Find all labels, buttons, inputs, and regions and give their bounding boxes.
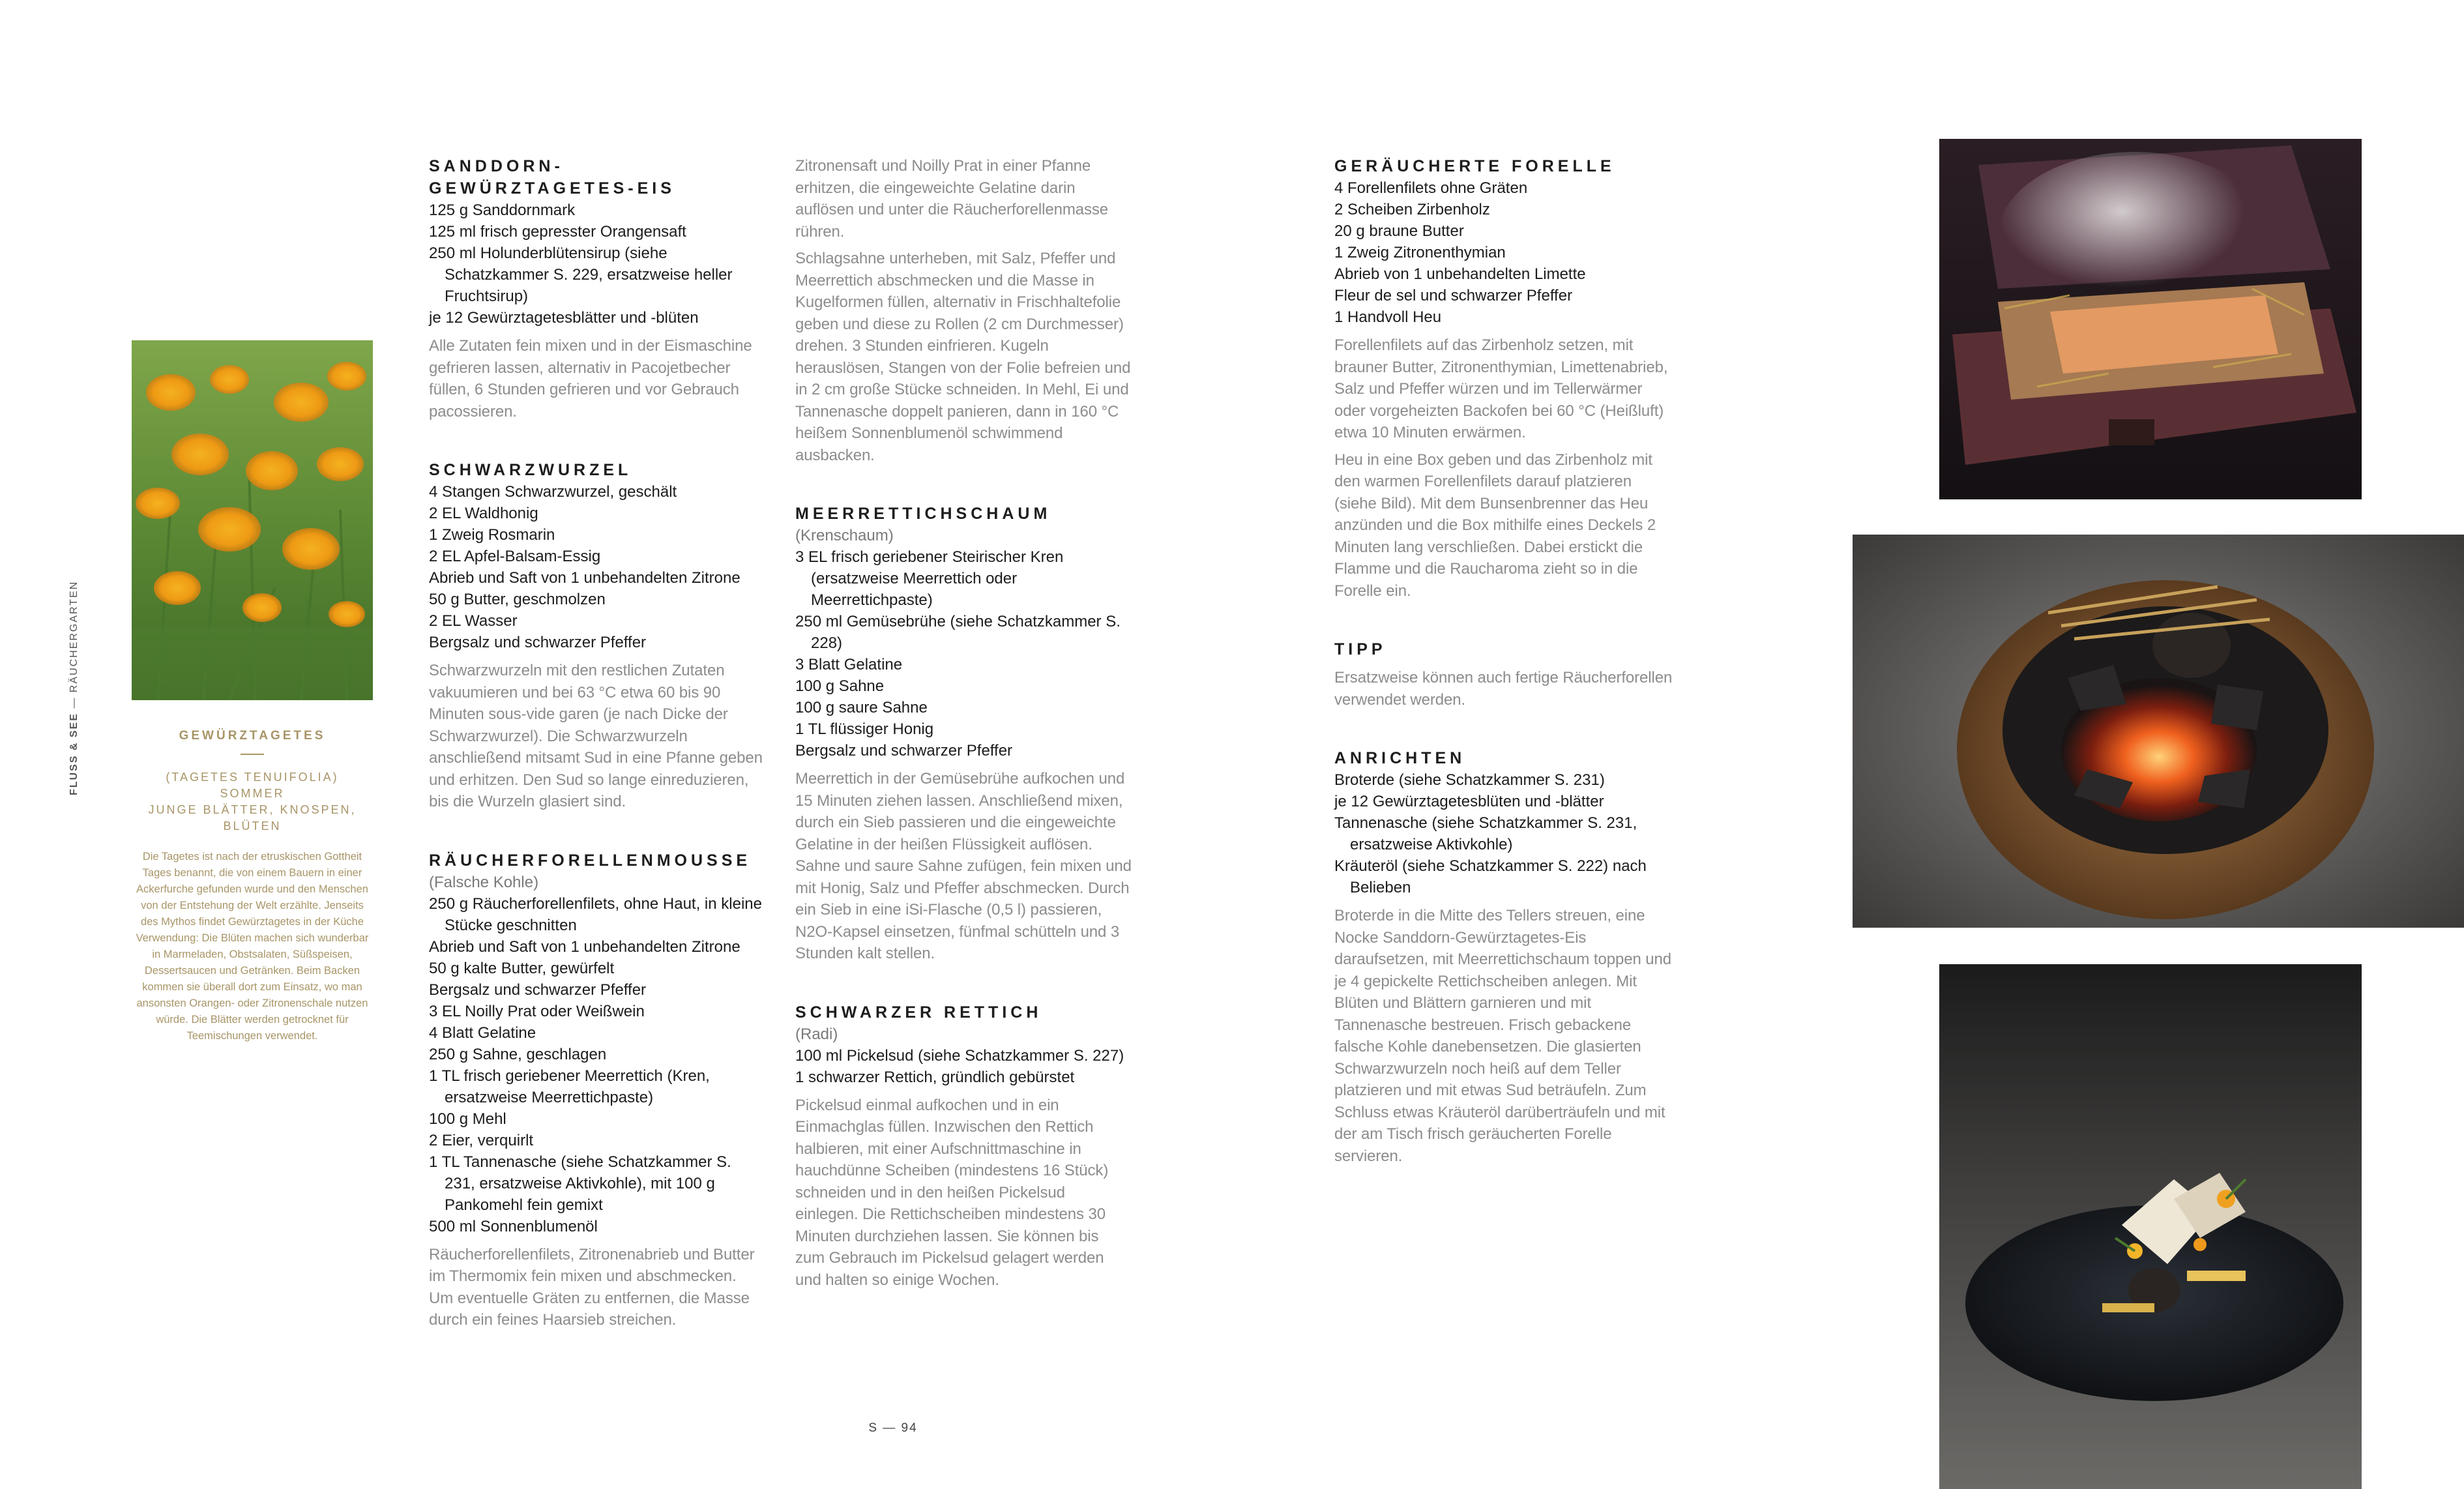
ingredient-item: 500 ml Sonnenblumenöl bbox=[429, 1217, 598, 1235]
ingredient-item: 1 Handvoll Heu bbox=[1334, 308, 1442, 326]
section-title: GERÄUCHERTE FORELLE bbox=[1334, 157, 1615, 175]
marigold-photo bbox=[132, 340, 373, 700]
section-schwarzer-rettich bbox=[795, 1001, 1132, 1291]
vertical-label-section: FLUSS & SEE bbox=[68, 713, 80, 795]
ingredient-item: 1 TL frisch geriebener Meerrettich (Kren, ersatzweise Meerrettichpaste) bbox=[429, 1067, 710, 1106]
section-subtitle: (Krenschaum) bbox=[795, 527, 894, 544]
ingredient-item: 3 Blatt Gelatine bbox=[795, 656, 903, 673]
plant-info bbox=[132, 729, 373, 1044]
ingredient-list bbox=[1334, 769, 1673, 898]
section-anrichten bbox=[1334, 747, 1673, 1167]
instructions: Meerrettich in der Gemüsebrühe aufkochen und 15 Minuten ziehen lassen. Anschließend mixen, durch ein Sieb passieren und die eingeweichte Gelatine in der heißen Flüssigkeit auflösen. Sahne und saure Sahne zufügen, fein mixen und mit Honig, Salz und Pfeffer abschmecken. Durch ein Sieb in eine iSi-Flasche (0,5 l) passieren, N2O-Kapsel einsetzen, fünfmal schütteln und 3 Stunden kalt stellen. bbox=[795, 770, 1132, 962]
ingredient-item: je 12 Gewürztagetesblätter und -blüten bbox=[429, 309, 699, 327]
instructions: Forellenfilets auf das Zirbenholz setzen, mit brauner Butter, Zitronenthymian, Limettenabrieb, Salz und Pfeffer würzen und im Tellerwärmer oder vorgeheizten Backofen bei 60 °C (Heißluft) etwa 10 Minuten erwärmen. bbox=[1334, 336, 1668, 441]
ingredient-item: 100 g Mehl bbox=[429, 1110, 506, 1128]
ingredient-item: 1 schwarzer Rettich, gründlich gebürstet bbox=[795, 1068, 1075, 1086]
vertical-label-topic: RÄUCHERGARTEN bbox=[68, 580, 80, 693]
section-subtitle: (Radi) bbox=[795, 1025, 838, 1043]
marigold-image bbox=[132, 340, 373, 700]
column-1 bbox=[429, 155, 763, 1368]
section-geraeucherte-forelle bbox=[1334, 155, 1673, 602]
instructions: Zitronensaft und Noilly Prat in einer Pfanne erhitzen, die eingeweichte Gelatine darin auflösen und unter die Räucherforellenmasse rühren. bbox=[795, 157, 1109, 241]
instructions: Schwarzwurzeln mit den restlichen Zutaten vakuumieren und bei 63 °C etwa 60 bis 90 Minuten sous-vide garen (je nach Dicke der Schwarzwurzel). Die Schwarzwurzeln anschließend mitsamt Sud in eine Pfanne geben und erhitzen. Den Sud so lange einreduzieren, bis die Wurzeln glasiert sind. bbox=[429, 662, 763, 810]
plant-latin: (TAGETES TENUIFOLIA) bbox=[166, 771, 339, 784]
ingredient-list bbox=[795, 546, 1132, 761]
ingredient-list bbox=[429, 199, 763, 329]
instructions: Pickelsud einmal aufkochen und in ein Einmachglas füllen. Inzwischen den Rettich halbieren, mit einer Aufschnittmaschine in hauchdünne Scheiben (mindestens 16 Stück) schneiden und in den heißen Pickelsud einlegen. Die Rettichscheiben mindestens 30 Minuten durchziehen lassen. Sie können bis zum Gebrauch im Pickelsud gelagert werden und halten so einige Wochen. bbox=[795, 1096, 1109, 1289]
ingredient-list bbox=[429, 893, 763, 1237]
section-meerrettichschaum bbox=[795, 503, 1132, 965]
section-sanddorn-eis bbox=[429, 155, 763, 422]
ingredient-item: Abrieb und Saft von 1 unbehandelten Zitrone bbox=[429, 569, 741, 587]
ingredient-item: 125 g Sanddornmark bbox=[429, 201, 576, 219]
instructions: Broterde in die Mitte des Tellers streuen, eine Nocke Sanddorn-Gewürztagetes-Eis daraufsetzen, mit Meerrettichschaum toppen und je 4 gepickelte Rettichscheiben anlegen. Mit Blüten und Blättern garnieren und mit Tannenasche bestreuen. Frisch gebackene falsche Kohle danebensetzen. Die glasierten Schwarzwurzeln noch heiß auf dem Teller platzieren und mit etwas Sud beträufeln. Zum Schluss etwas Kräuteröl darüberträufeln und mit der am Tisch frisch geräucherten Forelle servieren. bbox=[1334, 907, 1672, 1165]
instructions: Ersatzweise können auch fertige Räucherforellen verwendet werden. bbox=[1334, 669, 1673, 709]
ingredient-item: 125 ml frisch gepresster Orangensaft bbox=[429, 223, 686, 241]
column-2 bbox=[795, 155, 1132, 1327]
ingredient-item: 4 Forellenfilets ohne Gräten bbox=[1334, 179, 1528, 197]
ingredient-list bbox=[429, 481, 763, 653]
section-title: MEERRETTICHSCHAUM bbox=[795, 505, 1051, 523]
plant-divider bbox=[241, 754, 264, 755]
ingredient-item: 2 EL Waldhonig bbox=[429, 505, 538, 522]
ingredient-item: Kräuteröl (siehe Schatzkammer S. 222) nach Belieben bbox=[1334, 857, 1647, 896]
ingredient-item: 4 Blatt Gelatine bbox=[429, 1024, 536, 1042]
section-title: SCHWARZER RETTICH bbox=[795, 1003, 1042, 1022]
instructions: Heu in eine Box geben und das Zirbenholz mit den warmen Forellenfilets darauf platzieren (siehe Bild). Mit dem Bunsenbrenner das Heu anzünden und die Box mithilfe eines Deckels 2 Minuten lang verschließen. Dabei erstickt die Flamme und die Raucharoma zieht so in die Forelle ein. bbox=[1334, 450, 1656, 600]
vertical-section-label bbox=[68, 580, 83, 795]
plant-text: Die Tagetes ist nach der etruskischen Gottheit Tages benannt, die von einem Bauern in einer Ackerfurche gefunden wurde und den Menschen von der Entstehung der Welt erzählte. Jenseits des Mythos findet Gewürztagetes in der Küche Verwendung: Die Blüten machen sich wunderbar in Marmeladen, Obstsalaten, Süßspeisen, Dessertsaucen und Getränken. Beim Backen kommen sie überall dort zum Einsatz, wo man ansonsten Orangen- oder Zitronenschale nutzen würde. Die Blätter werden getrocknet für Teemischungen verwendet. bbox=[136, 851, 369, 1042]
vertical-label-separator: — bbox=[68, 696, 80, 709]
section-subtitle: (Falsche Kohle) bbox=[429, 873, 539, 891]
section-title: TIPP bbox=[1334, 640, 1386, 658]
ingredient-item: 1 TL Tannenasche (siehe Schatzkammer S. 231, ersatzweise Aktivkohle), mit 100 g Pankomehl fein gemixt bbox=[429, 1153, 731, 1214]
ingredient-item: 20 g braune Butter bbox=[1334, 222, 1464, 240]
section-mousse-continued bbox=[795, 155, 1132, 466]
ingredient-item: Fleur de sel und schwarzer Pfeffer bbox=[1334, 287, 1573, 304]
ingredient-item: 1 TL flüssiger Honig bbox=[795, 720, 934, 738]
ingredient-item: je 12 Gewürztagetesblüten und -blätter bbox=[1334, 793, 1604, 810]
ingredient-item: 250 ml Gemüsebrühe (siehe Schatzkammer S. 228) bbox=[795, 613, 1121, 652]
ingredient-item: 50 g Butter, geschmolzen bbox=[429, 591, 606, 608]
instructions: Alle Zutaten fein mixen und in der Eismaschine gefrieren lassen, alternativ in Pacojetbecher füllen, 6 Stunden gefrieren und vor Gebrauch pacossieren. bbox=[429, 337, 752, 420]
plant-title: GEWÜRZTAGETES bbox=[179, 729, 326, 743]
ingredient-item: 3 EL Noilly Prat oder Weißwein bbox=[429, 1002, 645, 1020]
ingredient-item: 2 EL Apfel-Balsam-Essig bbox=[429, 548, 601, 565]
ingredient-item: 1 Zweig Zitronenthymian bbox=[1334, 244, 1506, 261]
ingredient-item: 100 g Sahne bbox=[795, 677, 885, 695]
ingredient-item: Bergsalz und schwarzer Pfeffer bbox=[429, 634, 647, 651]
page-number: S — 94 bbox=[868, 1421, 918, 1435]
ingredient-item: Tannenasche (siehe Schatzkammer S. 231, ersatzweise Aktivkohle) bbox=[1334, 814, 1637, 853]
column-3 bbox=[1334, 155, 1673, 1203]
ingredient-item: Abrieb und Saft von 1 unbehandelten Zitrone bbox=[429, 937, 741, 956]
section-title: ANRICHTEN bbox=[1334, 749, 1466, 767]
section-title: SCHWARZWURZEL bbox=[429, 461, 632, 479]
ingredient-item: 50 g kalte Butter, gewürfelt bbox=[429, 959, 615, 977]
ingredient-item: 2 Eier, verquirlt bbox=[429, 1131, 534, 1149]
section-title: RÄUCHERFORELLENMOUSSE bbox=[429, 851, 752, 870]
section-title: SANDDORN-GEWÜRZTAGETES-EIS bbox=[429, 157, 675, 198]
ingredient-item: 250 g Räucherforellenfilets, ohne Haut, in kleine Stücke geschnitten bbox=[429, 894, 762, 934]
ingredient-item: 2 EL Wasser bbox=[429, 612, 518, 630]
ingredient-item: Bergsalz und schwarzer Pfeffer bbox=[429, 980, 647, 999]
ingredient-item: 4 Stangen Schwarzwurzel, geschält bbox=[429, 483, 677, 501]
section-raeucherforellenmousse bbox=[429, 849, 763, 1331]
ingredient-list bbox=[1334, 177, 1673, 328]
instructions: Räucherforellenfilets, Zitronenabrieb und Butter im Thermomix fein mixen und abschmecken. Um eventuelle Gräten zu entfernen, die Masse durch ein feines Haarsieb streichen. bbox=[429, 1245, 755, 1329]
ingredient-item: 3 EL frisch geriebener Steirischer Kren (ersatzweise Meerrettich oder Meerrettichpaste) bbox=[795, 548, 1064, 609]
ingredient-item: 1 Zweig Rosmarin bbox=[429, 526, 555, 544]
fire-pot-photo bbox=[1853, 535, 2464, 928]
ingredient-item: Broterde (siehe Schatzkammer S. 231) bbox=[1334, 771, 1605, 789]
ingredient-item: 2 Scheiben Zirbenholz bbox=[1334, 201, 1490, 218]
ingredient-item: 100 g saure Sahne bbox=[795, 699, 928, 716]
ingredient-list bbox=[795, 1045, 1132, 1088]
fire-pot-image bbox=[1853, 535, 2464, 928]
instructions: Schlagsahne unterheben, mit Salz, Pfeffer und Meerrettich abschmecken und die Masse in Kugelformen füllen, alternativ in Frischhaltefolie geben und diese zu Rollen (2 cm Durchmesser) drehen. 3 Stunden einfrieren. Kugeln herauslösen, Stangen von der Folie befreien und in 2 cm große Stücke schneiden. In Mehl, Ei und Tannenasche doppelt panieren, dann in 160 °C heißem Sonnenblumenöl schwimmend ausbacken. bbox=[795, 250, 1131, 464]
plated-dish-photo bbox=[1939, 964, 2362, 1489]
ingredient-item: 250 g Sahne, geschlagen bbox=[429, 1045, 607, 1063]
ingredient-item: Bergsalz und schwarzer Pfeffer bbox=[795, 742, 1013, 759]
smoke-box-photo bbox=[1939, 139, 2362, 499]
smoke-box-image bbox=[1939, 139, 2362, 499]
ingredient-item: 100 ml Pickelsud (siehe Schatzkammer S. 227) bbox=[795, 1046, 1124, 1065]
section-tipp bbox=[1334, 638, 1673, 711]
ingredient-item: Abrieb von 1 unbehandelten Limette bbox=[1334, 265, 1586, 283]
section-schwarzwurzel bbox=[429, 459, 763, 813]
plated-dish-image bbox=[1939, 964, 2362, 1489]
ingredient-item: 250 ml Holunderblütensirup (siehe Schatzkammer S. 229, ersatzweise heller Fruchtsirup) bbox=[429, 244, 733, 305]
plant-parts: JUNGE BLÄTTER, KNOSPEN, BLÜTEN bbox=[148, 803, 357, 833]
plant-season: SOMMER bbox=[220, 787, 285, 800]
